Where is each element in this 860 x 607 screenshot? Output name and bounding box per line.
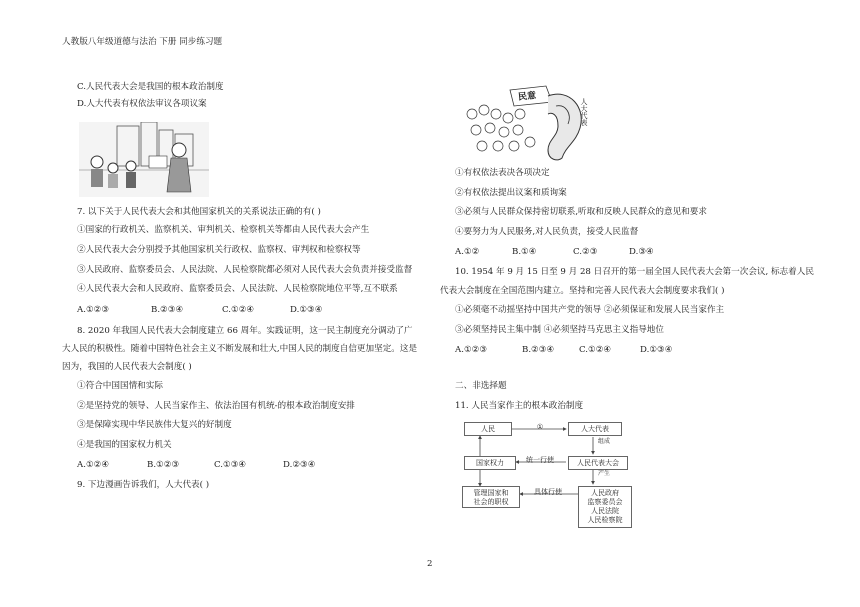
cartoon-ear-image [462, 84, 594, 162]
q10-stem-1: 10. 1954 年 9 月 15 日至 9 月 28 日召开的第一届全国人民代表大会第一次会议, 标志着人民 [455, 267, 814, 277]
diagram-label-concrete: 具体行使 [534, 488, 562, 496]
q9-option-d: D.③④ [629, 247, 654, 257]
diagram-box-state-power: 国家权力 [464, 456, 516, 470]
q7-item-4: ④人民代表大会和人民政府、监察委员会、人民法院、人民检察院地位平等,互不联系 [77, 284, 398, 294]
q9-item-1: ①有权依法表决各项决定 [455, 168, 550, 178]
q7-option-b: B.②③④ [151, 305, 184, 315]
option-d-line: D.人大代表有权依法审议各项议案 [77, 99, 207, 109]
q8-item-1: ①符合中国国情和实际 [77, 381, 163, 391]
q10-option-a: A.①②③ [455, 345, 488, 355]
diagram-box-organs: 人民政府 监察委员会 人民法院 人民检察院 [578, 486, 632, 528]
q9-item-4: ④要努力为人民服务,对人民负责，接受人民监督 [455, 227, 639, 237]
q10-stem-2: 代表大会制度在全国范围内建立。坚持和完善人民代表大会制度要求我们( ) [440, 286, 725, 296]
q10-option-c: C.①②④ [579, 345, 612, 355]
cartoon-voters-image [79, 122, 209, 197]
diagram-box-npc: 人民代表大会 [568, 456, 628, 470]
cartoon-label-min: 民意 [517, 91, 537, 103]
q10-option-b: B.②③④ [522, 345, 555, 355]
q10-items-1: ①必须毫不动摇坚持中国共产党的领导 ②必须保证和发展人民当家作主 [455, 305, 725, 315]
diagram-circle-1: ① [536, 423, 544, 431]
page-number: 2 [427, 559, 433, 569]
q8-option-a: A.①②④ [77, 460, 110, 470]
diagram-label-produce: 产生 [597, 470, 610, 477]
diagram-box-manage: 管理国家和 社会的职权 [462, 486, 520, 508]
q9-option-b: B.①④ [512, 247, 537, 257]
q9-item-3: ③必须与人民群众保持密切联系,听取和反映人民群众的意见和要求 [455, 207, 707, 217]
q8-option-c: C.①③④ [214, 460, 247, 470]
q8-item-3: ③是保障实现中华民族伟大复兴的好制度 [77, 420, 232, 430]
q8-stem-2: 大人民的积极性。随着中国特色社会主义不断发展和壮大,中国人民的制度自信更加坚定。这是 [62, 344, 418, 354]
section-title-non-choice: 二、非选择题 [455, 381, 507, 391]
q7-option-d: D.①③④ [290, 305, 323, 315]
q7-option-c: C.①②④ [222, 305, 255, 315]
q10-items-2: ③必须坚持民主集中制 ④必须坚持马克思主义指导地位 [455, 325, 664, 335]
flow-diagram [458, 420, 648, 530]
page-header: 人教版八年级道德与法治 下册 同步练习题 [62, 37, 223, 47]
q11-stem: 11. 人民当家作主的根本政治制度 [455, 401, 584, 411]
q9-option-a: A.①② [455, 247, 480, 257]
q7-item-2: ②人民代表大会分别授予其他国家机关行政权、监察权、审判权和检察权等 [77, 245, 361, 255]
option-c-line: C.人民代表大会是我国的根本政治制度 [77, 82, 224, 92]
diagram-box-people: 人民 [464, 422, 512, 436]
q7-option-a: A.①②③ [77, 305, 110, 315]
q9-item-2: ②有权依法提出议案和质询案 [455, 188, 567, 198]
cartoon-label-rep: 人大代表 [580, 98, 588, 126]
q8-option-b: B.①②③ [147, 460, 180, 470]
q8-item-4: ④是我国的国家权力机关 [77, 440, 172, 450]
q8-stem-3: 因为，我国的人民代表大会制度( ) [62, 362, 192, 372]
q8-stem-1: 8. 2020 年我国人民代表大会制度建立 66 周年。实践证明，这一民主制度充分调动了广 [77, 326, 413, 336]
q9-option-c: C.②③ [573, 247, 598, 257]
q8-item-2: ②是坚持党的领导、人民当家作主、依法治国有机统-的根本政治制度安排 [77, 401, 355, 411]
diagram-label-organize: 组成 [597, 438, 610, 445]
q8-option-d: D.②③④ [283, 460, 316, 470]
q9-stem: 9. 下边漫画告诉我们，人大代表( ) [77, 480, 210, 490]
q7-item-1: ①国家的行政机关、监察机关、审判机关、检察机关等都由人民代表大会产生 [77, 225, 370, 235]
q7-item-3: ③人民政府、监察委员会、人民法院、人民检察院都必须对人民代表大会负责并接受监督 [77, 265, 413, 275]
diagram-label-unified: 统一行使 [526, 456, 554, 464]
diagram-box-deputies: 人大代表 [568, 422, 622, 436]
q7-stem: 7. 以下关于人民代表大会和其他国家机关的关系说法正确的有( ) [77, 207, 321, 217]
q10-option-d: D.①③④ [640, 345, 673, 355]
